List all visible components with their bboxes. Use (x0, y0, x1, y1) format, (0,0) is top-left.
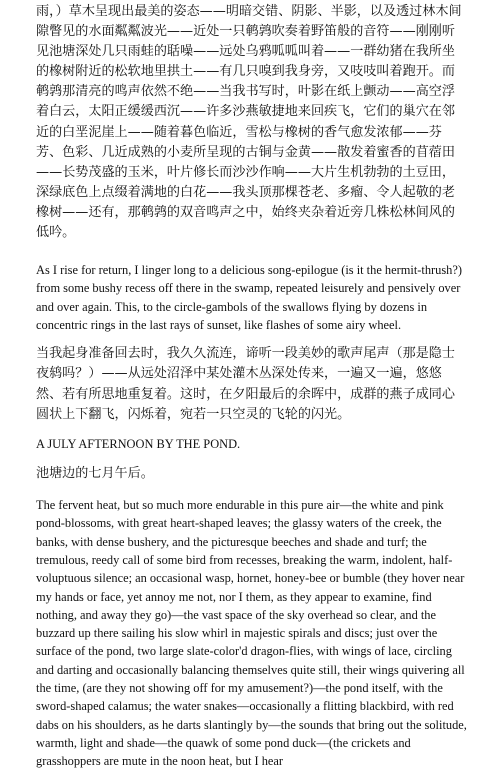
chinese-paragraph-1: 雨，）草木呈现出最美的姿态——明暗交错、阴影、半影，以及透过林木间隙瞥见的水面粼粼波光——近处一只鹌鹑吹奏着野笛般的音符——刚刚听见池塘深处几只雨蛙的聒噪——远处乌鸦呱呱叫着——一群幼猪在我所坐的橡树附近的松软地里拱土——有几只嗅到我身旁，又吱吱叫着跑开。而鹌鹑那清亮的鸣声依然不绝——当我书写时，叶影在纸上颤动——高空浮着白云，太阳正缓缓西沉——许多沙燕敏捷地来回疾飞，它们的巢穴在邻近的白垩泥崖上——随着暮色临近，雪松与橡树的香气愈发浓郁——芬芳、色彩、几近成熟的小麦所呈现的古铜与金黄——散发着蜜香的苜蓿田——长势茂盛的玉米，叶片修长而沙沙作响——大片生机勃勃的土豆田，深绿底色上点缀着满地的白花——我头顶那棵苍老、多瘤、令人起敬的老橡树——还有，那鹌鹑的双音鸣声之中，始终夹杂着近旁几株松林间风的低吟。 (36, 4, 462, 241)
english-paragraph-3: The fervent heat, but so much more endurable in this pure air—the white and pink pond-blossoms, with great heart-shaped leaves; the glassy waters of the creek, the banks, with dense bushery, and the picturesque beeches and shade and turf; the tremulous, reedy call of some bird from recesses, breaking the warm, indolent, half-voluptuous silence; an occasional wasp, hornet, honey-bee or bumble (they hover near my hands or face, yet annoy me not, nor I them, as they appear to examine, find nothing, and away they go)—the vast space of the sky overhead so clear, and the buzzard up there sailing his slow whirl in majestic spirals and discs; just over the surface of the pond, two large slate-color'd dragon-flies, with wings of lace, circling and darting and occasionally balancing themselves quite still, their wings quivering all the time, (are they not showing off for my amusement?)—the pond itself, with the sword-shaped calamus; the water snakes—occasionally a flitting blackbird, with red dabs on his shoulders, as he darts slantingly by—the sounds that bring out the solitude, warmth, light and shade—the quawk of some pond duck—(the crickets and grasshoppers are mute in the noon heat, but I hear (36, 498, 467, 769)
chinese-paragraph-2: 当我起身准备回去时，我久久流连，谛听一段美妙的歌声尾声（那是隐士夜鸫吗？）——从远处沼泽中某处灌木丛深处传来，一遍又一遍，悠悠然、若有所思地重复着。这时，在夕阳最后的余晖中，成群的燕子成同心圆状上下翻飞，闪烁着，宛若一只空灵的飞轮的闪光。 (36, 346, 455, 422)
english-paragraph-2: As I rise for return, I linger long to a delicious song-epilogue (is it the hermit-thrush?) from some bushy recess off there in the swamp, repeated leisurely and pensively over and over again. This, to the circle-gambols of the swallows flying by dozens in concentric rings in the last rays of sunset, like flashes of some airy wheel. (36, 263, 462, 333)
document-page (36, 2, 468, 771)
chinese-section-heading: 池塘边的七月午后。 (36, 465, 154, 481)
english-section-heading: A JULY AFTERNOON BY THE POND. (36, 436, 241, 451)
